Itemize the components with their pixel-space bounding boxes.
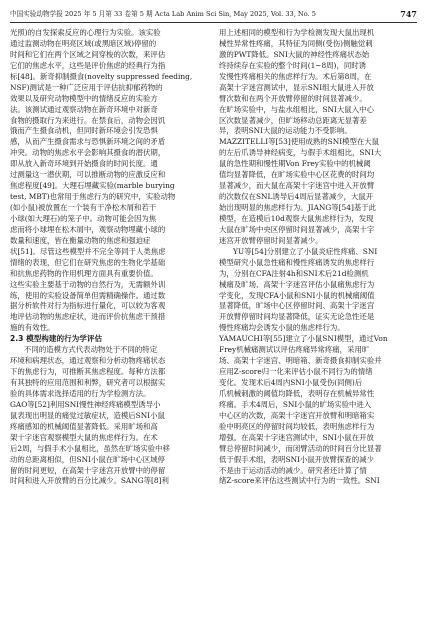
text-line: 终持续存在实验的整个时间(1~8周)，同时诱 (219, 60, 367, 70)
text-line: 验的具体需求选择适用的行为学检测方法。 (10, 388, 151, 398)
text-line: 变化。发现术后4周内SNI小鼠受伤(同侧)后 (219, 378, 363, 387)
text-line: 发慢性疼痛相关的焦虑样行为。术后第8周，在 (219, 71, 372, 81)
text-line: 这些实验主要基于动物的自然行为，无需额外训 (10, 279, 166, 289)
text-line: (如小鼠)被放置在一个装有干净松木屑和若干 (10, 203, 157, 212)
text-line: 慢性疼痛均会诱发小鼠的焦虑样行为。 (219, 323, 345, 333)
text-line: 臂总停留时间减少，而闭臂活动的时间百分比显著 (219, 443, 382, 453)
text-line: 过测量这一潜伏期，可以推断动物的应激反应和 (10, 170, 166, 180)
journal-citation: 中国实验动物学报 2025 年 5 月第 33 卷第 5 期 Acta Lab Anim Sci Sin, May 2025, Vol. 33, No. 5 (10, 10, 316, 18)
text-line: YU等[54]分别建立了小鼠炎症性疼痛、SNI (233, 246, 378, 256)
text-line: 低于假手术组，表明SNI小鼠开放臂探查的减少 (219, 454, 374, 464)
text-line: 值均显著降低，在旷场实验中心区花费的时间均 (219, 170, 375, 180)
text-line: 施的有效性。 (10, 323, 55, 333)
text-line: 食物的摄取行为来进行。在禁食后，动物会因饥 (10, 115, 166, 125)
text-line: 械痛及旷场、高架十字迷宫评估小鼠痛焦虑行为 (219, 279, 375, 289)
text-line: 冲突。动物的焦虑水平会影响其摄食的潜伏期， (10, 148, 166, 158)
text-line: 大鼠在旷场中央区停留时间显著减少，高架十字 (219, 224, 375, 234)
text-line: 它们的焦虑水平，这些是评价焦虑的经典行为指 (10, 60, 166, 70)
text-line: 数量和速度，皆在衡量动物的焦虑和强迫症 (10, 235, 151, 245)
text-line: 械性异常性疼痛，其特征为同侧(受伤)侧触觉刺 (219, 38, 373, 48)
text-line: 地评估动物的焦虑症状，进而评价抗焦虑干预措 (10, 312, 166, 322)
text-line: 显著降低，旷场中心区停留时间、高架十字迷宫 (219, 301, 375, 311)
text-line: 感，从而产生摄食需求与恐惧新环境之间的矛盾 (10, 137, 166, 147)
text-line: 标[48]。新奇抑制摄食(novelty suppressed feeding, (10, 71, 193, 81)
text-line: 小球(如大理石)的笼子中。动物可能会因为焦 (10, 213, 157, 223)
text-line: 环境和病理状态，通过观察和分析动物疼痛状态 (10, 356, 166, 366)
text-line: 架十字迷宫观察模型大鼠的焦虑样行为。在术 (10, 432, 158, 442)
text-line: 效果以及研究动物模型中的情绪反应的实验方 (10, 93, 158, 103)
text-line: 模型研究小鼠急性痛和慢性疼痛诱发的焦虑样行 (219, 257, 375, 267)
right-column (219, 28, 417, 620)
text-line: 有其独特的应用范围和利弊，研究者可以根据实 (10, 378, 166, 387)
text-line: 动的总距离相似，但SNI小鼠在旷场中心区域停 (10, 454, 165, 464)
text-line: test, MBT)也常用于焦虑行为的研究中，实验动物 (10, 192, 176, 202)
text-line: 鼠的急性期和慢性期Von Frey实验中的机械阈 (219, 159, 371, 169)
text-line: 的次数仅在SNL诱导后4周后显著减少，大鼠开 (219, 192, 374, 202)
text-line: 爪机械刺激的阈值均降低，表明存在机械异常性 (219, 388, 375, 398)
text-line: 法。该测试通过观察动物在新奇环境中对新奇 (10, 104, 158, 114)
text-line: 中心区的次数，高架十字迷宫开放臂和明暗箱实 (219, 410, 375, 420)
text-line: 时间和它们在两个区域之间穿梭的次数，来评估 (10, 49, 166, 59)
text-line: 始出现明显的焦虑样行为。JIANG等[54]基于此 (219, 203, 377, 212)
text-line: 不同的造模方式代表动物处于不同的特定 (24, 345, 158, 355)
text-line: 场、高架十字迷宫、明暗箱、新奇摄食抑制实验并 (219, 356, 382, 366)
text-line: 练，使用的实验设备简单但需精确操作。通过数 (10, 290, 166, 300)
text-line: 状[51]。尽管这些模型并不完全等同于人类焦虑 (10, 246, 166, 256)
text-line: 即从放入新奇环境到开始摄食的时间长度。通 (10, 159, 158, 169)
text-line: 饿而产生摄食动机，但同时新环境会引发恐惧 (10, 126, 158, 136)
text-line: 区次数显著减少，但旷场移动总距离无显著差 (219, 115, 367, 125)
text-line: 虑而将小球埋在松木屑中，观察动物埋藏小球的 (10, 224, 166, 234)
text-line: 激的PWT降低。SNI大鼠的神经性疼痛状态始 (219, 49, 370, 59)
text-line: 增强。在高架十字迷宫测试中，SNI小鼠在开放 (219, 432, 374, 442)
section-heading: 2.3 模型构建的行为学评估 (10, 334, 103, 344)
text-line: NSF)测试是一种广泛应用于评估抗抑郁药物的 (10, 82, 163, 92)
text-line: 高架十字迷宫测试中，显示SNI组大鼠进入开放 (219, 82, 374, 92)
text-line: 异，表明SNI大鼠的运动能力不受影响。 (219, 126, 352, 136)
text-line: 用上述相同的模型和行为学检测发现大鼠出现机 (219, 28, 375, 37)
text-line: 时间和进入开放臂的百分比减少。SANG等[8]利 (10, 476, 169, 486)
text-line: 显著减少，而大鼠在高架十字迷宫中进入开放臂 (219, 181, 375, 191)
text-line: 疼痛。手术4周后，SNI小鼠的旷场实验中进入 (219, 399, 372, 409)
text-line: 的左后爪诱导神经病变，与假手术组相比，SNI大 (219, 148, 382, 158)
text-line: Frey机械痛测试以评估疼痛异常疼痛，采用旷 (219, 345, 370, 355)
left-column (10, 28, 208, 620)
text-line: 为，分别在CFA注射4h和SNI术后21d检测机 (219, 268, 369, 278)
text-line: 疼痛感知的机械阈值显著降低。采用旷场和高 (10, 421, 158, 431)
text-line: 焦虑程度[49]。大理石埋藏实验(marble burying (10, 181, 175, 191)
text-line: 开放臂停留时间均显著降低，证实无论急性还是 (219, 312, 375, 322)
text-line: 验中明亮区的停留时间均较低，表明焦虑样行为 (219, 421, 375, 431)
text-line: 不是由于运动活动的减少。研究者还计算了情 (219, 465, 367, 475)
text-line: MAZZITELLI等[53]使用成熟的SNI模型在大鼠 (219, 137, 380, 147)
text-line: 臂次数和在两个开放臂停留的时间显著减少。 (219, 93, 367, 103)
text-line: 光照)的自发探索反应的心理行为实验。该实验 (10, 28, 161, 37)
header-rule (10, 22, 417, 23)
text-line: 鼠表现出明显的痛觉过敏症状，造模后SNI小鼠 (10, 410, 165, 420)
text-line: GAO等[52]利用SNI慢性神经疼痛模型诱导小 (10, 399, 161, 409)
text-line: 通过监测动物在明亮区域(或黑暗区域)停留的 (10, 38, 157, 48)
text-line: 下的焦虑行为，可推断其焦虑程度。每种方法都 (10, 367, 166, 377)
text-line: 绪Z-score来评估这些测试中行为的一致性。SNI (219, 476, 380, 486)
text-line: 学变化，发现CFA小鼠和SNI小鼠的机械痛阈值 (219, 290, 375, 300)
text-line: YAMAUCHI等[55]建立了小鼠SNI模型，通过Von (219, 334, 388, 344)
page-number: 747 (400, 9, 417, 19)
text-line: 和抗焦虑药物的作用机理方面具有重要价值。 (10, 268, 158, 278)
text-line: 在旷场实验中，与盐水组相比，SNI大鼠入中心 (219, 104, 374, 114)
text-line: 后2周，与假手术小鼠相比，虽然在旷场实验中移 (10, 443, 170, 453)
text-line: 模型，在造模后10d观察大鼠焦虑样行为，发现 (219, 213, 374, 223)
running-header (10, 8, 417, 20)
text-line: 迷宫开放臂停留时间显著减少。 (219, 235, 323, 245)
text-line: 情绪的表现，但它们在研究焦虑的生物化学基础 (10, 257, 166, 267)
text-line: 应用Z-score归一化来评估小鼠不同行为的情绪 (219, 367, 373, 377)
text-line: 留的时间更短，在高架十字迷宫开放臂中的停留 (10, 465, 166, 475)
text-line: 据分析软件对行为指标进行量化，可以较为客观 (10, 301, 166, 311)
